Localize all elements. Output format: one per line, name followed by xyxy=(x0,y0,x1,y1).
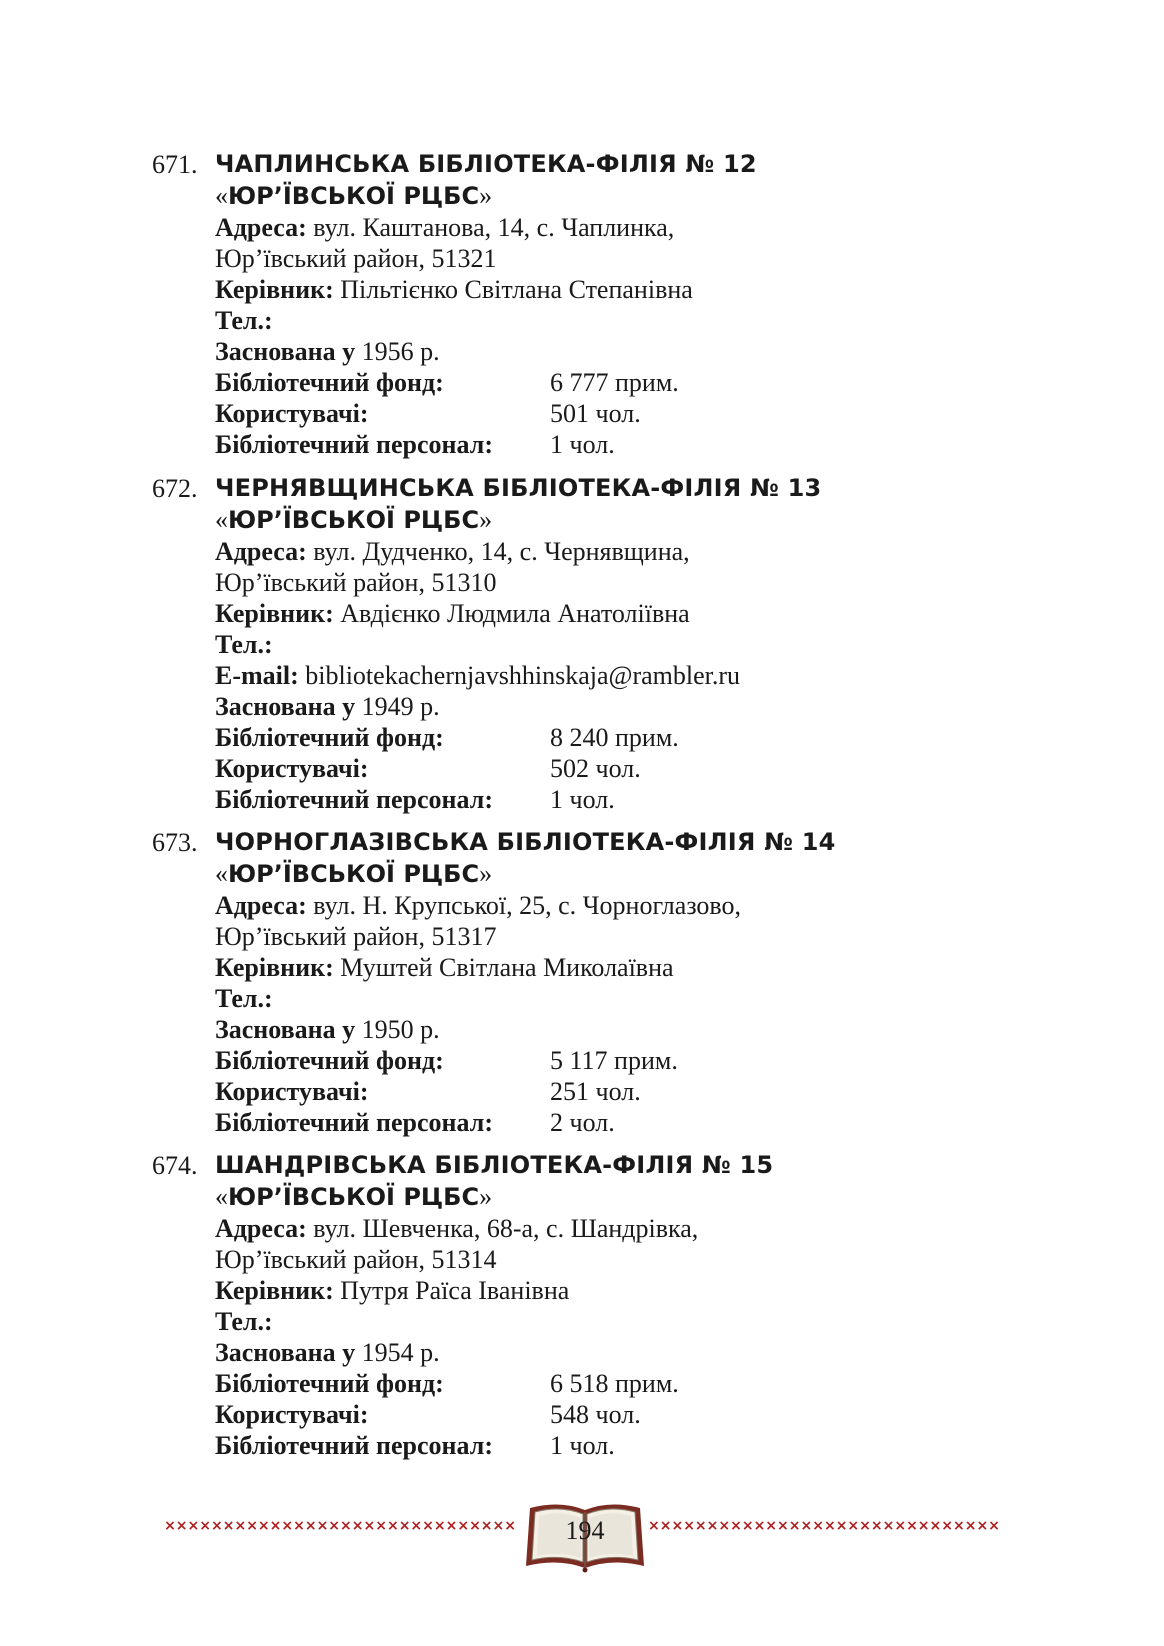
head-label: Керівник: xyxy=(215,275,334,304)
fund-line xyxy=(215,722,1045,753)
founded-label: Заснована у xyxy=(215,337,356,366)
library-entry-671 xyxy=(152,149,1052,459)
users-value: 501 чол. xyxy=(550,399,641,428)
staff-line xyxy=(215,429,1045,460)
users-label: Користувачі: xyxy=(215,754,369,783)
address-label: Адреса: xyxy=(215,537,307,566)
head-label: Керівник: xyxy=(215,953,334,982)
founded-line xyxy=(215,1014,1045,1045)
fund-label: Бібліотечний фонд: xyxy=(215,1046,444,1075)
founded-label: Заснована у xyxy=(215,692,356,721)
entry-organization xyxy=(215,180,1045,212)
entry-number: 674. xyxy=(152,1151,198,1180)
entry-number: 672. xyxy=(152,474,198,503)
staff-label: Бібліотечний персонал: xyxy=(215,1431,493,1460)
entry-body xyxy=(215,473,1045,815)
ornament-right: ×××××××××××××××××××××××××××××× xyxy=(648,1518,1000,1534)
email-line xyxy=(215,660,1045,691)
head-value: Авдієнко Людмила Анатоліївна xyxy=(340,599,690,628)
entry-organization xyxy=(215,1181,1045,1213)
staff-value: 1 чол. xyxy=(550,1431,615,1460)
entry-number: 671. xyxy=(152,150,198,179)
address-label: Адреса: xyxy=(215,213,307,242)
founded-line xyxy=(215,691,1045,722)
fund-value: 5 117 прим. xyxy=(550,1046,678,1075)
head-line xyxy=(215,1275,1045,1306)
phone-line xyxy=(215,1306,1045,1337)
quote-open: « xyxy=(215,1182,228,1211)
users-line xyxy=(215,1076,1045,1107)
entry-title: ЧАПЛИНСЬКА БІБЛІОТЕКА-ФІЛІЯ № 12 xyxy=(215,150,757,178)
fund-value: 6 777 прим. xyxy=(550,368,679,397)
staff-value: 2 чол. xyxy=(550,1108,615,1137)
address-label: Адреса: xyxy=(215,891,307,920)
entry-title: ЧОРНОГЛАЗІВСЬКА БІБЛІОТЕКА-ФІЛІЯ № 14 xyxy=(215,828,836,856)
ornament-left: ×××××××××××××××××××××××××××××× xyxy=(164,1518,516,1534)
quote-close: » xyxy=(479,859,493,888)
staff-line xyxy=(215,784,1045,815)
page-number: 194 xyxy=(565,1516,605,1545)
quote-close: » xyxy=(479,181,493,210)
users-value: 548 чол. xyxy=(550,1400,641,1429)
address-line xyxy=(215,1213,1045,1244)
staff-label: Бібліотечний персонал: xyxy=(215,785,493,814)
fund-label: Бібліотечний фонд: xyxy=(215,368,444,397)
staff-value: 1 чол. xyxy=(550,430,615,459)
head-value: Путря Раїса Іванівна xyxy=(340,1276,570,1305)
users-line xyxy=(215,753,1045,784)
fund-line xyxy=(215,1045,1045,1076)
entry-title: ШАНДРІВСЬКА БІБЛІОТЕКА-ФІЛІЯ № 15 xyxy=(215,1151,774,1179)
email-label: E-mail: xyxy=(215,661,299,690)
phone-label: Тел.: xyxy=(215,306,273,335)
phone-line xyxy=(215,629,1045,660)
address-line xyxy=(215,212,1045,243)
users-label: Користувачі: xyxy=(215,1077,369,1106)
library-entry-674 xyxy=(152,1150,1052,1460)
staff-label: Бібліотечний персонал: xyxy=(215,430,493,459)
library-entry-672 xyxy=(152,473,1052,814)
head-label: Керівник: xyxy=(215,1276,334,1305)
email-value: bibliotekachernjavshhinskaja@rambler.ru xyxy=(305,661,741,690)
organization-name: ЮР’ЇВСЬКОЇ РЦБС xyxy=(228,1183,480,1211)
quote-close: » xyxy=(479,1182,493,1211)
head-line xyxy=(215,274,1045,305)
founded-label: Заснована у xyxy=(215,1015,356,1044)
users-line xyxy=(215,1399,1045,1430)
address-line xyxy=(215,890,1045,921)
address-value: вул. Каштанова, 14, с. Чаплинка, xyxy=(313,213,675,242)
founded-value: 1956 р. xyxy=(361,337,440,366)
users-value: 502 чол. xyxy=(550,754,641,783)
fund-value: 6 518 прим. xyxy=(550,1369,679,1398)
entry-body xyxy=(215,1150,1045,1461)
head-value: Муштей Світлана Миколаївна xyxy=(340,953,674,982)
organization-name: ЮР’ЇВСЬКОЇ РЦБС xyxy=(228,506,480,534)
entry-number: 673. xyxy=(152,828,198,857)
organization-name: ЮР’ЇВСЬКОЇ РЦБС xyxy=(228,182,480,210)
phone-label: Тел.: xyxy=(215,630,273,659)
address-value: вул. Шевченка, 68-а, с. Шандрівка, xyxy=(313,1214,699,1243)
phone-line xyxy=(215,983,1045,1014)
entry-body xyxy=(215,149,1045,460)
organization-name: ЮР’ЇВСЬКОЇ РЦБС xyxy=(228,860,480,888)
fund-label: Бібліотечний фонд: xyxy=(215,723,444,752)
address-line-2: Юр’ївський район, 51317 xyxy=(215,922,497,951)
address-label: Адреса: xyxy=(215,1214,307,1243)
phone-label: Тел.: xyxy=(215,984,273,1013)
entry-organization xyxy=(215,858,1045,890)
quote-close: » xyxy=(479,505,493,534)
library-entry-673 xyxy=(152,827,1052,1137)
phone-line xyxy=(215,305,1045,336)
founded-value: 1950 р. xyxy=(361,1015,440,1044)
quote-open: « xyxy=(215,859,228,888)
founded-label: Заснована у xyxy=(215,1338,356,1367)
address-value: вул. Дудченко, 14, с. Чернявщина, xyxy=(313,537,690,566)
staff-line xyxy=(215,1430,1045,1461)
staff-label: Бібліотечний персонал: xyxy=(215,1108,493,1137)
staff-value: 1 чол. xyxy=(550,785,615,814)
founded-line xyxy=(215,1337,1045,1368)
fund-line xyxy=(215,367,1045,398)
head-value: Пільтієнко Світлана Степанівна xyxy=(340,275,693,304)
users-line xyxy=(215,398,1045,429)
fund-label: Бібліотечний фонд: xyxy=(215,1369,444,1398)
entry-body xyxy=(215,827,1045,1138)
entry-title: ЧЕРНЯВЩИНСЬКА БІБЛІОТЕКА-ФІЛІЯ № 13 xyxy=(215,474,822,502)
fund-value: 8 240 прим. xyxy=(550,723,679,752)
address-line-2: Юр’ївський район, 51314 xyxy=(215,1245,497,1274)
founded-value: 1954 р. xyxy=(361,1338,440,1367)
founded-value: 1949 р. xyxy=(361,692,440,721)
head-line xyxy=(215,598,1045,629)
users-label: Користувачі: xyxy=(215,399,369,428)
staff-line xyxy=(215,1107,1045,1138)
founded-line xyxy=(215,336,1045,367)
quote-open: « xyxy=(215,181,228,210)
fund-line xyxy=(215,1368,1045,1399)
address-line-2: Юр’ївський район, 51321 xyxy=(215,244,497,273)
users-value: 251 чол. xyxy=(550,1077,641,1106)
entry-organization xyxy=(215,504,1045,536)
head-label: Керівник: xyxy=(215,599,334,628)
address-value: вул. Н. Крупської, 25, с. Чорноглазово, xyxy=(313,891,742,920)
quote-open: « xyxy=(215,505,228,534)
phone-label: Тел.: xyxy=(215,1307,273,1336)
page-footer xyxy=(0,1496,1164,1586)
address-line-2: Юр’ївський район, 51310 xyxy=(215,568,497,597)
address-line xyxy=(215,536,1045,567)
head-line xyxy=(215,952,1045,983)
users-label: Користувачі: xyxy=(215,1400,369,1429)
